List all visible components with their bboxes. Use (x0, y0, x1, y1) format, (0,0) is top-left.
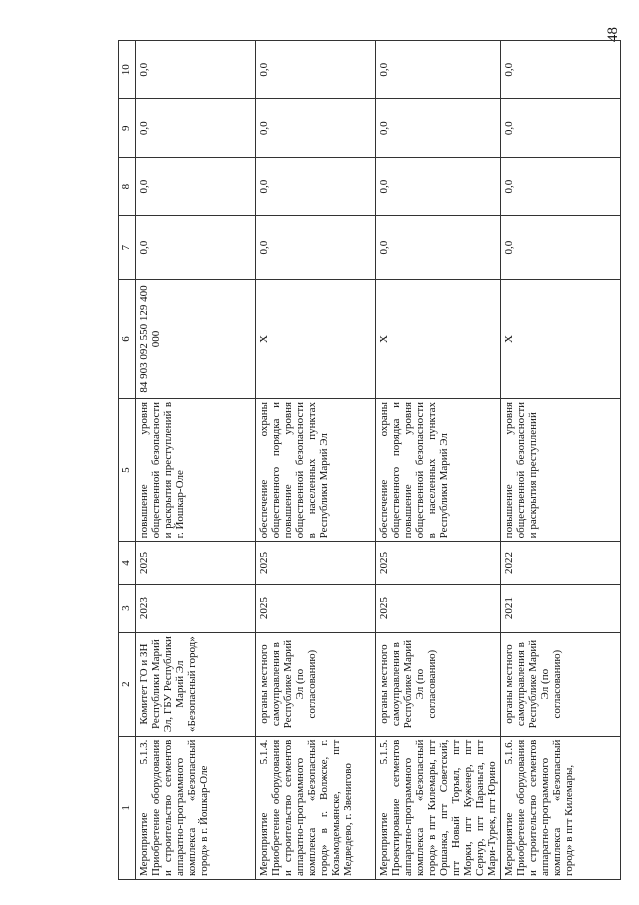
value-9: 0,0 (376, 99, 501, 157)
end-year: 2022 (501, 542, 621, 584)
col-header-4: 4 (119, 542, 136, 584)
value-10: 0,0 (501, 41, 621, 99)
col-header-1: 1 (119, 736, 136, 879)
value-7: 0,0 (501, 216, 621, 280)
measure-name: Мероприятие 5.1.6. Приобретение оборудования и строительство сегментов аппаратно-программного комплекса «Безопасный город» в пгт Килемары, (501, 736, 621, 879)
expected-result: обеспечение охраны общественного порядка и повышение уровня общественной безопасности в населенных пунктах Республики Марий Эл (256, 398, 376, 541)
page-number: 48 (605, 27, 621, 42)
executor: органы местного самоуправления в Республике Марий Эл (по согласованию) (256, 632, 376, 736)
value-8: 0,0 (501, 157, 621, 215)
code: X (376, 280, 501, 399)
start-year: 2021 (501, 584, 621, 632)
executor: органы местного самоуправления в Республике Марий Эл (по согласованию) (376, 632, 501, 736)
col-header-8: 8 (119, 157, 136, 215)
value-8: 0,0 (376, 157, 501, 215)
value-9: 0,0 (501, 99, 621, 157)
col-header-5: 5 (119, 398, 136, 541)
table-row (136, 41, 256, 880)
end-year: 2025 (256, 542, 376, 584)
header-row (119, 41, 136, 880)
expected-result: обеспечение охраны общественного порядка и повышение уровня общественной безопасности в населенных пунктах Республики Марий Эл (376, 398, 501, 541)
executor: Комитет ГО и ЗН Республики Марий Эл, ГБУ Республики Марий Эл «Безопасный город» (136, 632, 256, 736)
value-7: 0,0 (376, 216, 501, 280)
col-header-6: 6 (119, 280, 136, 399)
expected-result: повышение уровня общественной безопасности и раскрытия преступлений в г. Йошкар-Оле (136, 398, 256, 541)
rotated-table-container (118, 40, 638, 880)
expected-result: повышение уровня общественной безопасности и раскрытия преступлений (501, 398, 621, 541)
value-7: 0,0 (256, 216, 376, 280)
code: X (501, 280, 621, 399)
measure-name: Мероприятие 5.1.3. Приобретение оборудования и строительство сегментов аппаратно-программного комплекса «Безопасный город» в г. Йошкар-Оле (136, 736, 256, 879)
value-10: 0,0 (376, 41, 501, 99)
code: X (256, 280, 376, 399)
code: 84 903 092 550 129 400 000 (136, 280, 256, 399)
value-10: 0,0 (136, 41, 256, 99)
table-row (256, 41, 376, 880)
value-8: 0,0 (256, 157, 376, 215)
value-8: 0,0 (136, 157, 256, 215)
value-9: 0,0 (256, 99, 376, 157)
col-header-3: 3 (119, 584, 136, 632)
col-header-7: 7 (119, 216, 136, 280)
value-7: 0,0 (136, 216, 256, 280)
table-row (501, 41, 621, 880)
start-year: 2025 (256, 584, 376, 632)
end-year: 2025 (136, 542, 256, 584)
executor: органы местного самоуправления в Республике Марий Эл (по согласованию) (501, 632, 621, 736)
value-9: 0,0 (136, 99, 256, 157)
measures-table (118, 40, 621, 880)
measure-name: Мероприятие 5.1.4. Приобретение оборудования и строительство сегментов аппаратно-программного комплекса «Безопасный город» в г. Волжске, г. Козьмодемьянске, пгт Медведево, г. Звенигово (256, 736, 376, 879)
col-header-10: 10 (119, 41, 136, 99)
value-10: 0,0 (256, 41, 376, 99)
end-year: 2025 (376, 542, 501, 584)
table-row (376, 41, 501, 880)
start-year: 2023 (136, 584, 256, 632)
col-header-9: 9 (119, 99, 136, 157)
col-header-2: 2 (119, 632, 136, 736)
start-year: 2025 (376, 584, 501, 632)
measure-name: Мероприятие 5.1.5. Проектирование сегментов аппаратно-программного комплекса «Безопасный город» в пгт Килемары, пгт Оршанка, пгт Советский, пгт Новый Торъял, пгт Морки, пгт Куженер, пгт Сернур, пгт Параньга, пгт Мари-Турек, пгт Юрино (376, 736, 501, 879)
